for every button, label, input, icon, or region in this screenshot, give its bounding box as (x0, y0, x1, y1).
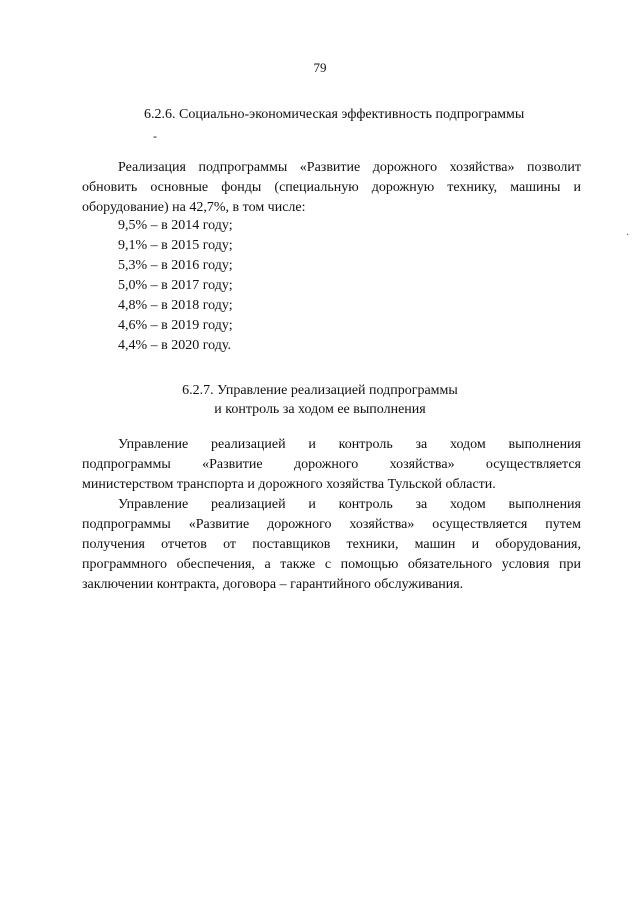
intro-line: Реализация подпрограммы «Развитие дорожного хозяйства» позволит (118, 160, 581, 175)
paragraph-line: министерством транспорта и дорожного хозяйства Тульской области. (82, 477, 496, 492)
section-627-heading-line2: и контроль за ходом ее выполнения (214, 402, 426, 417)
paragraph-line: получения отчетов от поставщиков техники, машин и оборудования, (82, 537, 581, 552)
paragraph-line: заключении контракта, договора – гарантийного обслуживания. (82, 577, 464, 592)
section-626-heading: 6.2.6. Социально-экономическая эффективность подпрограммы (144, 107, 525, 122)
intro-line: обновить основные фонды (специальную дорожную технику, машины и (82, 180, 581, 195)
list-item: 4,8% – в 2018 году; (118, 298, 233, 313)
yearly-renewal-list (118, 216, 233, 356)
section-627-paragraph-1 (82, 435, 581, 495)
list-item: 9,1% – в 2015 году; (118, 238, 233, 253)
margin-mark: · (626, 230, 630, 241)
paragraph-line: Управление реализацией и контроль за ходом выполнения (118, 497, 581, 512)
paragraph-line: подпрограммы «Развитие дорожного хозяйства» осуществляется путем (82, 517, 581, 532)
list-item: 9,5% – в 2014 году; (118, 218, 233, 233)
section-627-heading (0, 381, 640, 419)
section-627-paragraph-2 (82, 495, 581, 595)
intro-line: оборудование) на 42,7%, в том числе: (82, 200, 306, 215)
list-item: 4,4% – в 2020 году. (118, 338, 231, 353)
paragraph-line: Управление реализацией и контроль за ходом выполнения (118, 437, 581, 452)
list-item: 5,3% – в 2016 году; (118, 258, 233, 273)
list-item: 5,0% – в 2017 году; (118, 278, 233, 293)
stray-mark: - (153, 129, 157, 143)
section-627-heading-line1: 6.2.7. Управление реализацией подпрограммы (182, 383, 458, 398)
section-626-intro (82, 158, 581, 218)
page-number: 79 (313, 60, 327, 75)
list-item: 4,6% – в 2019 году; (118, 318, 233, 333)
paragraph-line: программного обеспечения, а также с помощью обязательного условия при (82, 557, 581, 572)
paragraph-line: подпрограммы «Развитие дорожного хозяйства» осуществляется (82, 457, 581, 472)
